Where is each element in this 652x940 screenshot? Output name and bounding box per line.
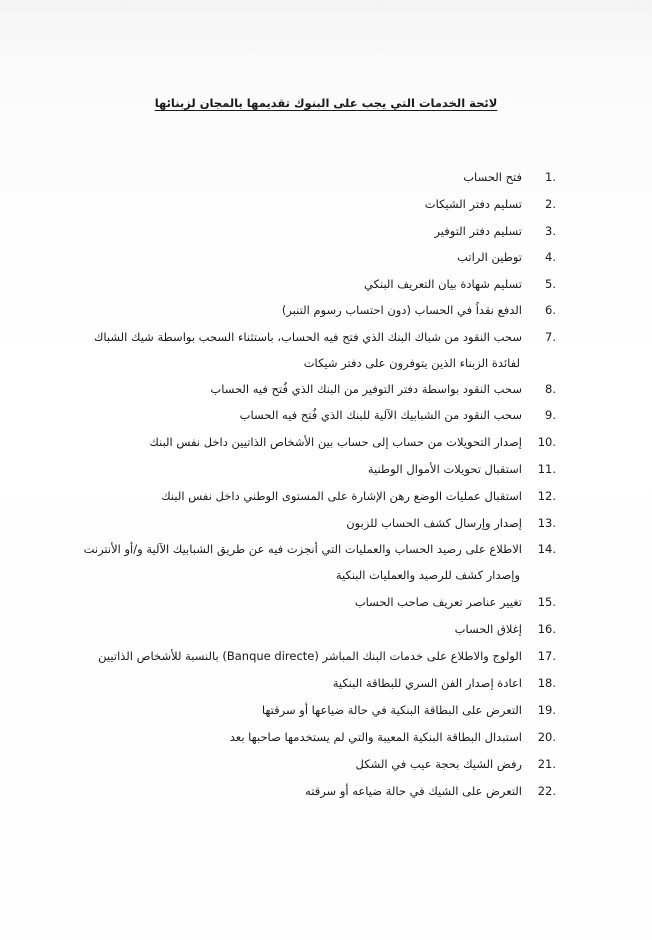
- item-text: تسليم دفتر التوفير: [434, 224, 522, 238]
- item-number: 9.: [545, 408, 556, 422]
- item-text: استقبال عمليات الوضع رهن الإشارة على المستوى الوطني داخل نفس البنك: [161, 489, 522, 503]
- item-text: إصدار التحويلات من حساب إلى حساب بين الأشخاص الذاتيين داخل نفس البنك: [149, 435, 522, 449]
- list-item: [161, 488, 556, 504]
- list-item: [210, 381, 556, 397]
- item-number: 20.: [537, 730, 556, 744]
- item-number: 7.: [545, 330, 556, 344]
- item-text: الاطلاع على رصيد الحساب والعمليات التي أنجزت فيه عن طريق الشبابيك الآلية و/أو الأنترنت: [83, 542, 522, 556]
- list-item: [434, 223, 556, 239]
- item-text: الدفع نقداً في الحساب (دون احتساب رسوم التنبر): [281, 303, 522, 317]
- item-number: 11.: [537, 462, 556, 476]
- list-item: [230, 729, 556, 745]
- item-number: 4.: [545, 250, 556, 264]
- list-item: [149, 434, 556, 450]
- item-text: سحب النقود بواسطة دفتر التوفير من البنك الذي فُتح فيه الحساب: [210, 382, 522, 396]
- list-item: [356, 756, 556, 772]
- item-text: الولوج والاطلاع على خدمات البنك المباشر (Banque directe) بالنسبة للأشخاص الذاتيين: [98, 649, 522, 663]
- item-text: رفض الشيك بحجة عيب في الشكل: [355, 757, 522, 771]
- item-text: استقبال تحويلات الأموال الوطنية: [367, 462, 522, 476]
- item-number: 15.: [537, 595, 556, 609]
- item-number: 16.: [537, 622, 556, 636]
- item-text: تغيير عناصر تعريف صاحب الحساب: [354, 595, 522, 609]
- item-text: التعرض على الشيك في حالة ضياعه أو سرقته: [305, 784, 522, 798]
- list-item: [364, 276, 556, 292]
- item-text: فتح الحساب: [463, 170, 522, 184]
- item-text: توطين الراتب: [457, 250, 522, 264]
- document-title: لائحة الخدمات التي يجب على البنوك تقديمها بالمجان لزبنائها: [154, 96, 498, 110]
- item-number: 18.: [537, 676, 556, 690]
- list-item: [457, 249, 556, 265]
- item-number: 17.: [537, 649, 556, 663]
- item-text: تسليم شهادة بيان التعريف البنكي: [364, 277, 522, 291]
- list-item: [333, 675, 556, 691]
- item-number: 2.: [545, 197, 556, 211]
- item-text-continuation: لفائدة الزبناء الذين يتوفرون على دفتر شيكات: [303, 356, 520, 370]
- list-item: [455, 621, 556, 637]
- item-text: إغلاق الحساب: [454, 622, 522, 636]
- list-item: [355, 594, 556, 610]
- list-item: [262, 702, 556, 718]
- list-item: [98, 648, 556, 664]
- list-item: [425, 196, 556, 212]
- item-number: 13.: [537, 516, 556, 530]
- item-text: التعرض على البطاقة البنكية في حالة ضياعها أو سرقتها: [261, 703, 522, 717]
- list-item: [282, 302, 556, 318]
- item-text: تسليم دفتر الشيكات: [424, 197, 522, 211]
- list-item: [84, 541, 556, 583]
- item-number: 19.: [537, 703, 556, 717]
- item-number: 8.: [545, 382, 556, 396]
- list-item: [94, 329, 556, 371]
- item-number: 21.: [537, 757, 556, 771]
- list-item: [240, 407, 556, 423]
- list-item: [463, 169, 556, 185]
- item-number: 22.: [537, 784, 556, 798]
- item-text: سحب النقود من الشبابيك الآلية للبنك الذي فُتح فيه الحساب: [239, 408, 522, 422]
- item-number: 14.: [537, 542, 556, 556]
- list-item: [368, 461, 556, 477]
- item-number: 12.: [537, 489, 556, 503]
- item-number: 1.: [545, 170, 556, 184]
- item-text: سحب النقود من شباك البنك الذي فتح فيه الحساب، باستثناء السحب بواسطة شيك الشباك: [93, 330, 522, 344]
- item-number: 5.: [545, 277, 556, 291]
- item-number: 6.: [545, 303, 556, 317]
- item-text: اعادة إصدار الفن السري للبطاقة البنكية: [332, 676, 522, 690]
- list-item: [346, 515, 556, 531]
- item-number: 10.: [537, 435, 556, 449]
- item-text: استبدال البطاقة البنكية المعيبة والتي لم يستخدمها صاحبها بعد: [229, 730, 522, 744]
- item-number: 3.: [545, 224, 556, 238]
- item-text: إصدار وإرسال كشف الحساب للزبون: [346, 516, 522, 530]
- list-item: [305, 783, 556, 799]
- item-text-continuation: وإصدار كشف للرصيد والعمليات البنكية: [335, 568, 520, 582]
